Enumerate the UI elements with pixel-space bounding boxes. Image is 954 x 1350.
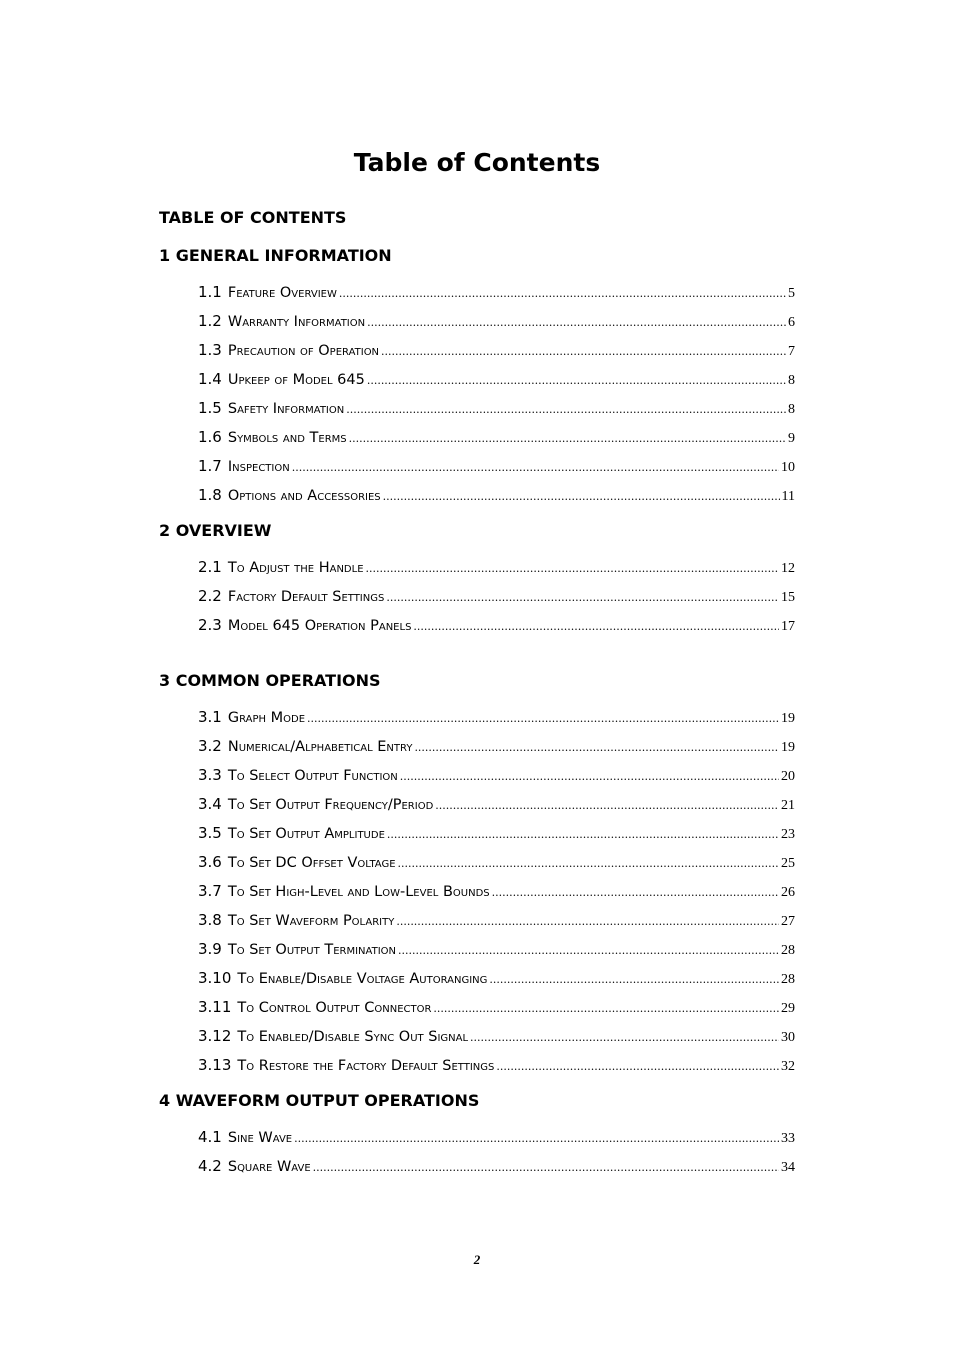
entry-page-number: 21 bbox=[781, 798, 795, 813]
entry-title: Safety Information bbox=[227, 401, 345, 417]
entry-page-number: 19 bbox=[781, 740, 795, 755]
toc-entry[interactable] bbox=[198, 703, 795, 732]
entry-title: To Set Output Termination bbox=[227, 942, 396, 958]
entry-title: Sine Wave bbox=[227, 1130, 293, 1146]
entry-title: To Enabled/Disable Sync Out Signal bbox=[237, 1029, 469, 1045]
dot-leader bbox=[367, 366, 786, 395]
toc-entry[interactable] bbox=[198, 278, 795, 307]
dot-leader bbox=[489, 965, 779, 994]
entry-number: 1.3 bbox=[198, 341, 222, 359]
dot-leader bbox=[294, 1124, 779, 1153]
section-heading: 3 COMMON OPERATIONS bbox=[159, 671, 381, 690]
entry-title: To Set Output Frequency/Period bbox=[227, 797, 434, 813]
entry-page-number: 20 bbox=[781, 769, 795, 784]
table-of-contents bbox=[159, 205, 795, 1181]
toc-entry[interactable] bbox=[198, 761, 795, 790]
dot-leader bbox=[366, 554, 779, 583]
entry-number: 3.9 bbox=[198, 940, 222, 958]
entry-title: To Set DC Offset Voltage bbox=[227, 855, 396, 871]
entry-title: To Set High-Level and Low-Level Bounds bbox=[227, 884, 490, 900]
dot-leader bbox=[470, 1023, 779, 1052]
section-heading: 4 WAVEFORM OUTPUT OPERATIONS bbox=[159, 1091, 480, 1110]
toc-entry[interactable] bbox=[198, 848, 795, 877]
entry-number: 3.8 bbox=[198, 911, 222, 929]
dot-leader bbox=[400, 762, 779, 791]
toc-entry[interactable] bbox=[198, 964, 795, 993]
entry-number: 1.2 bbox=[198, 312, 222, 330]
toc-entry[interactable] bbox=[198, 1152, 795, 1181]
dot-leader bbox=[349, 424, 786, 453]
section-heading: 2 OVERVIEW bbox=[159, 521, 272, 540]
entry-page-number: 15 bbox=[781, 590, 795, 605]
entry-title: To Set Waveform Polarity bbox=[227, 913, 395, 929]
toc-entry[interactable] bbox=[198, 365, 795, 394]
entry-number: 4.1 bbox=[198, 1128, 222, 1146]
entry-title: To Adjust the Handle bbox=[227, 560, 364, 576]
dot-leader bbox=[413, 612, 779, 641]
entry-page-number: 28 bbox=[781, 972, 795, 987]
toc-entry[interactable] bbox=[198, 790, 795, 819]
entry-number: 1.6 bbox=[198, 428, 222, 446]
entry-title: Symbols and Terms bbox=[227, 430, 347, 446]
toc-entry[interactable] bbox=[198, 582, 795, 611]
dot-leader bbox=[396, 907, 779, 936]
toc-sections bbox=[159, 243, 795, 1181]
entry-title: Precaution of Operation bbox=[227, 343, 380, 359]
toc-entry[interactable] bbox=[198, 611, 795, 640]
dot-leader bbox=[398, 849, 779, 878]
toc-entry[interactable] bbox=[198, 819, 795, 848]
entry-page-number: 11 bbox=[781, 489, 795, 504]
entry-number: 3.3 bbox=[198, 766, 222, 784]
dot-leader bbox=[387, 820, 779, 849]
toc-entry[interactable] bbox=[198, 423, 795, 452]
entry-title: Numerical/Alphabetical Entry bbox=[227, 739, 413, 755]
entry-page-number: 33 bbox=[781, 1131, 795, 1146]
entry-page-number: 10 bbox=[781, 460, 795, 475]
entry-title: To Restore the Factory Default Settings bbox=[237, 1058, 495, 1074]
entry-number: 3.13 bbox=[198, 1056, 232, 1074]
entry-title: Model 645 Operation Panels bbox=[227, 618, 412, 634]
entry-title: To Enable/Disable Voltage Autoranging bbox=[237, 971, 488, 987]
dot-leader bbox=[367, 308, 786, 337]
entry-title: Feature Overview bbox=[227, 285, 337, 301]
dot-leader bbox=[398, 936, 779, 965]
entry-title: Options and Accessories bbox=[227, 488, 381, 504]
entry-title: Warranty Information bbox=[227, 314, 366, 330]
toc-entry[interactable] bbox=[198, 307, 795, 336]
entry-number: 2.2 bbox=[198, 587, 222, 605]
entry-page-number: 27 bbox=[781, 914, 795, 929]
toc-entry[interactable] bbox=[198, 452, 795, 481]
section-heading: 1 GENERAL INFORMATION bbox=[159, 246, 392, 265]
entry-page-number: 12 bbox=[781, 561, 795, 576]
entry-number: 3.11 bbox=[198, 998, 232, 1016]
entry-page-number: 5 bbox=[788, 286, 795, 301]
dot-leader bbox=[383, 482, 780, 511]
entry-title: Upkeep of Model 645 bbox=[227, 372, 365, 388]
entry-page-number: 8 bbox=[788, 402, 795, 417]
entry-number: 3.4 bbox=[198, 795, 222, 813]
entry-number: 1.1 bbox=[198, 283, 222, 301]
entry-title: Square Wave bbox=[227, 1159, 311, 1175]
toc-heading: TABLE OF CONTENTS bbox=[159, 208, 347, 227]
dot-leader bbox=[292, 453, 779, 482]
entry-page-number: 17 bbox=[781, 619, 795, 634]
entry-page-number: 6 bbox=[788, 315, 795, 330]
page-title: Table of Contents bbox=[353, 148, 601, 177]
entry-page-number: 29 bbox=[781, 1001, 795, 1016]
toc-entry[interactable] bbox=[198, 553, 795, 582]
toc-entry[interactable] bbox=[198, 906, 795, 935]
entry-page-number: 19 bbox=[781, 711, 795, 726]
dot-leader bbox=[339, 279, 786, 308]
entry-page-number: 23 bbox=[781, 827, 795, 842]
page-number: 2 bbox=[473, 1252, 481, 1267]
dot-leader bbox=[433, 994, 779, 1023]
entry-page-number: 30 bbox=[781, 1030, 795, 1045]
entry-title: Graph Mode bbox=[227, 710, 306, 726]
entry-title: Inspection bbox=[227, 459, 290, 475]
toc-entry[interactable] bbox=[198, 481, 795, 510]
dot-leader bbox=[386, 583, 779, 612]
entry-number: 2.3 bbox=[198, 616, 222, 634]
entry-page-number: 9 bbox=[788, 431, 795, 446]
entry-number: 2.1 bbox=[198, 558, 222, 576]
dot-leader bbox=[414, 733, 779, 762]
entry-page-number: 26 bbox=[781, 885, 795, 900]
toc-entry[interactable] bbox=[198, 394, 795, 423]
entry-number: 4.2 bbox=[198, 1157, 222, 1175]
entry-page-number: 8 bbox=[788, 373, 795, 388]
toc-entry[interactable] bbox=[198, 336, 795, 365]
entry-number: 3.1 bbox=[198, 708, 222, 726]
entry-number: 3.5 bbox=[198, 824, 222, 842]
dot-leader bbox=[496, 1052, 779, 1081]
dot-leader bbox=[435, 791, 779, 820]
entry-page-number: 34 bbox=[781, 1160, 795, 1175]
toc-entry[interactable] bbox=[198, 732, 795, 761]
entry-title: To Control Output Connector bbox=[237, 1000, 432, 1016]
entry-number: 1.8 bbox=[198, 486, 222, 504]
entry-number: 1.4 bbox=[198, 370, 222, 388]
entry-number: 1.7 bbox=[198, 457, 222, 475]
entry-page-number: 28 bbox=[781, 943, 795, 958]
entry-page-number: 25 bbox=[781, 856, 795, 871]
dot-leader bbox=[313, 1153, 779, 1182]
toc-entry[interactable] bbox=[198, 1051, 795, 1080]
entry-title: To Select Output Function bbox=[227, 768, 398, 784]
entry-number: 3.10 bbox=[198, 969, 232, 987]
entry-number: 3.7 bbox=[198, 882, 222, 900]
dot-leader bbox=[307, 704, 779, 733]
toc-entry[interactable] bbox=[198, 1022, 795, 1051]
toc-entry[interactable] bbox=[198, 993, 795, 1022]
dot-leader bbox=[492, 878, 779, 907]
entry-page-number: 7 bbox=[788, 344, 795, 359]
dot-leader bbox=[346, 395, 786, 424]
entry-number: 3.12 bbox=[198, 1027, 232, 1045]
entry-number: 3.6 bbox=[198, 853, 222, 871]
toc-entry[interactable] bbox=[198, 877, 795, 906]
entry-title: Factory Default Settings bbox=[227, 589, 385, 605]
dot-leader bbox=[381, 337, 786, 366]
entry-title: To Set Output Amplitude bbox=[227, 826, 385, 842]
entry-number: 3.2 bbox=[198, 737, 222, 755]
toc-entry[interactable] bbox=[198, 935, 795, 964]
entry-page-number: 32 bbox=[781, 1059, 795, 1074]
entry-number: 1.5 bbox=[198, 399, 222, 417]
toc-entry[interactable] bbox=[198, 1123, 795, 1152]
